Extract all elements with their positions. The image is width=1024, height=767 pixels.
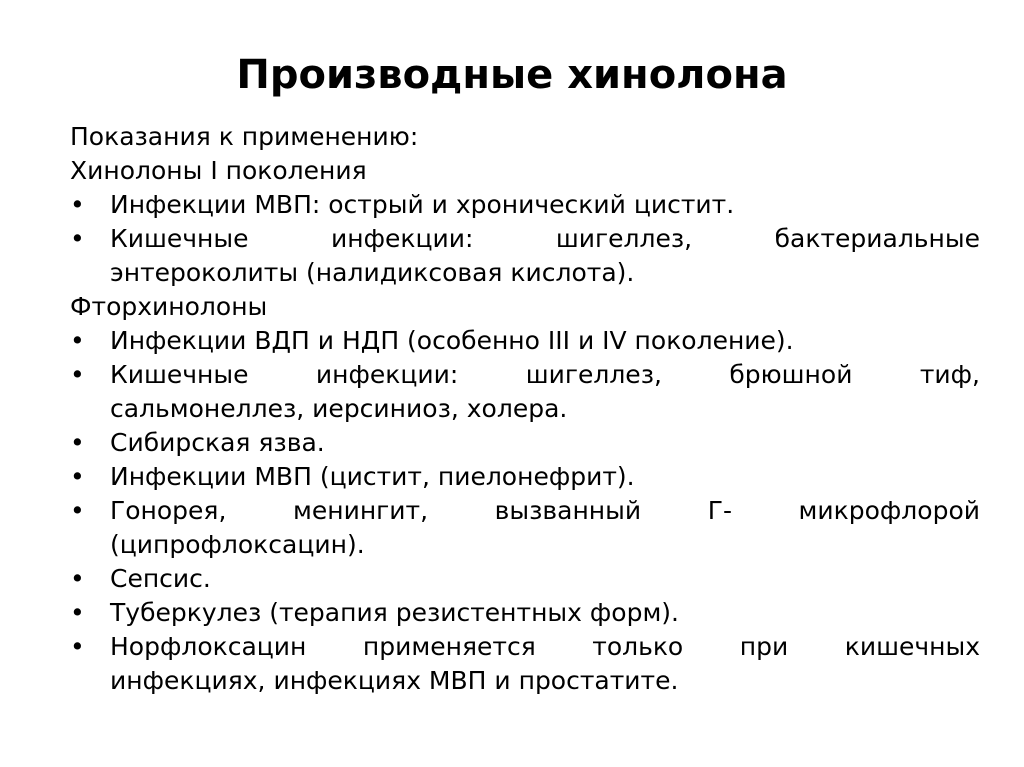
bullet-marker: •	[70, 360, 85, 389]
list-item-text: Кишечные инфекции: шигеллез, брюшной тиф,	[110, 360, 980, 389]
slide-title: Производные хинолона	[236, 52, 788, 98]
list-item	[70, 222, 980, 290]
bullet-marker: •	[70, 564, 85, 593]
list-item-text: Инфекции МВП: острый и хронический цистит.	[110, 190, 735, 219]
bullet-marker: •	[70, 190, 85, 219]
list-item-text: Инфекции МВП (цистит, пиелонефрит).	[110, 462, 635, 491]
group1-label: Хинолоны I поколения	[70, 156, 367, 185]
bullet-marker: •	[70, 224, 85, 253]
list-item	[70, 494, 980, 562]
bullet-marker: •	[70, 598, 85, 627]
list-item-text-cont: инфекциях, инфекциях МВП и простатите.	[110, 666, 679, 695]
list-item-text: Сепсис.	[110, 564, 211, 593]
bullet-marker: •	[70, 462, 85, 491]
indications-label: Показания к применению:	[70, 122, 419, 151]
list-item-text: Туберкулез (терапия резистентных форм).	[110, 598, 680, 627]
slide-content	[70, 120, 980, 698]
bullet-marker: •	[70, 428, 85, 457]
list-item-text: Инфекции ВДП и НДП (особенно III и IV поколение).	[110, 326, 794, 355]
list-item	[70, 630, 980, 698]
list-item-text: Норфлоксацин применяется только при кишечных	[110, 632, 980, 661]
list-item	[70, 358, 980, 426]
group2-label: Фторхинолоны	[70, 292, 268, 321]
list-item	[70, 596, 980, 630]
bullet-marker: •	[70, 632, 85, 661]
list-item-text-cont: энтероколиты (налидиксовая кислота).	[110, 258, 635, 287]
list-item-text: Сибирская язва.	[110, 428, 325, 457]
list-item	[70, 188, 980, 222]
list-item	[70, 562, 980, 596]
list-item	[70, 426, 980, 460]
list-item-text-cont: сальмонеллез, иерсиниоз, холера.	[110, 394, 568, 423]
list-item-text: Гонорея, менингит, вызванный Г- микрофлорой	[110, 496, 980, 525]
list-item-text: Кишечные инфекции: шигеллез, бактериальные	[110, 224, 980, 253]
list-item	[70, 324, 980, 358]
list-item-text-cont: (ципрофлоксацин).	[110, 530, 365, 559]
list-item	[70, 460, 980, 494]
bullet-marker: •	[70, 496, 85, 525]
bullet-marker: •	[70, 326, 85, 355]
